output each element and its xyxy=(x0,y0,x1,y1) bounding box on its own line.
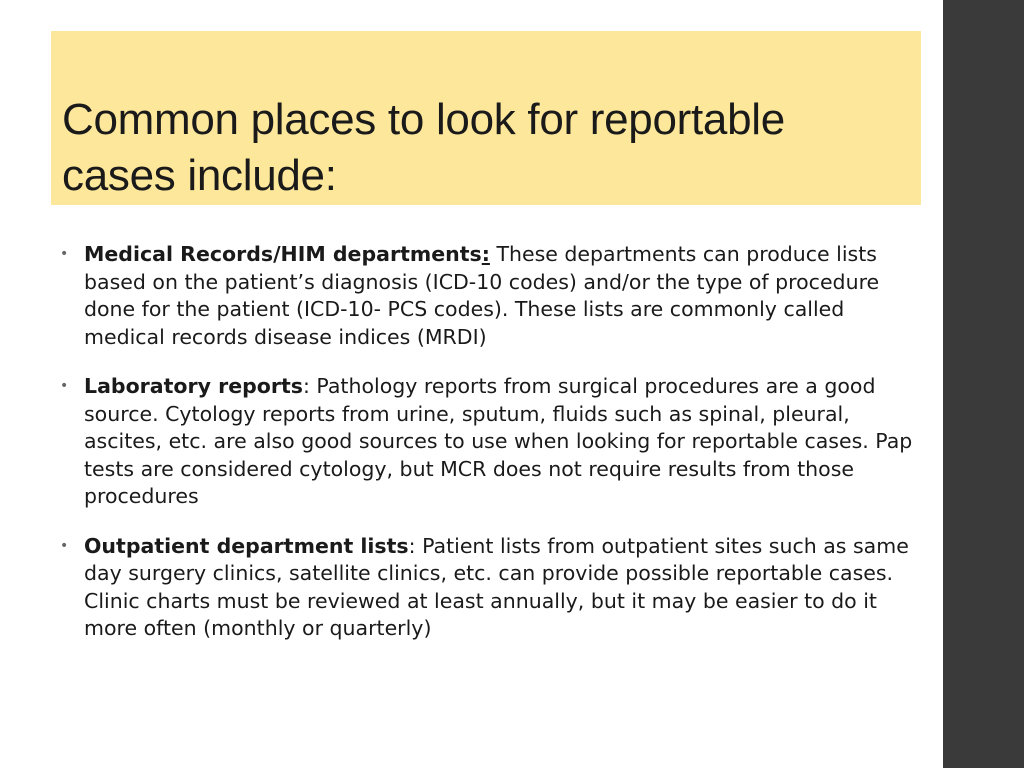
bullet-term: Laboratory reports xyxy=(84,374,303,398)
list-item xyxy=(60,241,920,351)
bullet-icon: • xyxy=(60,378,69,394)
bullet-text: Pathology reports from surgical procedures are a good source. Cytology reports from urine, sputum, fluids such as spinal, pleural, ascites, etc. are also good sources to use when looking for reportable cases. Pap tests are considered cytology, but MCR does not require results from those procedures xyxy=(84,374,913,508)
bullet-separator: : xyxy=(481,242,490,266)
bullet-term: Medical Records/HIM departments xyxy=(84,242,482,266)
bullet-separator: : xyxy=(408,533,416,558)
bullet-icon: • xyxy=(60,246,69,262)
bullet-list xyxy=(60,241,920,665)
bullet-text: Patient lists from outpatient sites such as same day surgery clinics, satellite clinics, etc. can provide possible reportable cases. Clinic charts must be reviewed at least annually, but it may be easier to do it more often (monthly or quarterly) xyxy=(84,533,909,640)
slide-title: Common places to look for reportable cases include: xyxy=(62,95,785,200)
list-item xyxy=(60,373,920,511)
bullet-text: These departments can produce lists based on the patient’s diagnosis (ICD-10 codes) and/or the type of procedure done for the patient (ICD-10- PCS codes). These lists are commonly called medical records disease indices (MRDI) xyxy=(84,242,880,349)
bullet-term: Outpatient department lists xyxy=(84,533,409,558)
right-side-bar xyxy=(943,0,1024,768)
bullet-separator: : xyxy=(302,374,310,398)
bullet-icon: • xyxy=(60,537,69,554)
list-item xyxy=(60,533,920,643)
